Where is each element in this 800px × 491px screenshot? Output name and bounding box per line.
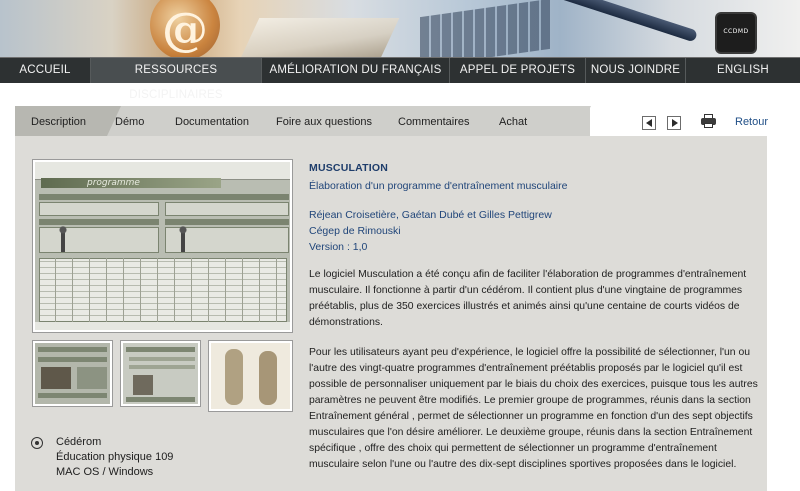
at-symbol-image: @ <box>162 2 208 56</box>
thumbnail-1[interactable] <box>33 341 112 406</box>
athlete-figure-image <box>175 226 191 252</box>
arrow-left-icon <box>646 119 652 127</box>
logo-text: CCDMD <box>723 28 749 35</box>
next-button[interactable] <box>667 116 681 130</box>
tab-faq[interactable]: Foire aux questions <box>276 116 372 128</box>
athlete-figure-image <box>55 226 71 252</box>
description-paragraph-2: Pour les utilisateurs ayant peu d'expérience, le logiciel offre la possibilité de sélectionner, l'un ou l'autre des vingt-quatre programmes d'entraînement préétablis proposés par le logiciel qu'il est possible de personnaliser uniquement par le biais du choix des exercices, puisque tous les autres paramètres ne peuvent être modifiés. Le premier groupe de programmes, réunis dans la section Entraînement général , permet de sélectionner un programme en fonction d'un des sept objectifs musculaires que l'on désire améliorer. Le deuxième groupe, réunis dans la section Entraînement spécifique , offre des choix qui permettent de sélectionner un programme d'entraînement musculaire selon l'une ou l'autre des dix-sept disciplines sportives proposées dans le logiciel. <box>309 347 758 470</box>
product-title: MUSCULATION <box>309 162 388 174</box>
nav-item-accueil[interactable]: ACCUEIL <box>0 58 91 83</box>
nav-item-nous-joindre[interactable]: NOUS JOINDRE <box>586 58 686 83</box>
platform-text: MAC OS / Windows <box>56 466 154 478</box>
nav-item-amelioration[interactable]: AMÉLIORATION DU FRANÇAIS <box>262 58 450 83</box>
course-text: Éducation physique 109 <box>56 451 174 463</box>
main-nav <box>0 57 800 101</box>
open-book-image <box>241 18 400 57</box>
product-authors: Réjean Croisetière, Gaétan Dubé et Gilles Pettigrew <box>309 209 552 221</box>
arrow-right-icon <box>672 119 678 127</box>
nav-item-appel-projets[interactable]: APPEL DE PROJETS <box>450 58 586 83</box>
screenshot-heading: programme <box>87 178 140 188</box>
tab-description[interactable]: Description <box>15 106 107 136</box>
tab-achat[interactable]: Achat <box>499 116 528 128</box>
thumbnail-3[interactable] <box>209 341 292 411</box>
nav-item-ressources[interactable]: RESSOURCES DISCIPLINAIRES <box>91 58 262 83</box>
tab-bar-edge <box>575 106 591 136</box>
print-icon[interactable] <box>701 114 716 128</box>
product-subtitle: Élaboration d'un programme d'entraînement musculaire <box>309 180 568 192</box>
thumbnail-2[interactable] <box>121 341 200 406</box>
tab-commentaires[interactable]: Commentaires <box>398 116 470 128</box>
product-version: Version : 1,0 <box>309 241 368 253</box>
pen-image <box>542 0 698 42</box>
header-banner <box>0 0 800 57</box>
product-institution: Cégep de Rimouski <box>309 225 401 237</box>
product-screenshot[interactable] <box>33 160 292 332</box>
tab-documentation[interactable]: Documentation <box>175 116 249 128</box>
description-paragraph-1: Le logiciel Musculation a été conçu afin de faciliter l'élaboration de programmes d'entraînement musculaire. Il fonctionne à partir d'un cédérom. Il contient plus d'une vingtaine de programmes préétablis, plus de 350 exercices illustrés et animés ainsi qu'une centaine de courts vidéos de démonstrations. <box>309 269 747 328</box>
nav-item-english[interactable]: ENGLISH <box>717 64 769 76</box>
tab-demo[interactable]: Démo <box>115 116 145 128</box>
previous-button[interactable] <box>642 116 656 130</box>
keyboard-image <box>420 0 550 57</box>
ccdmd-logo[interactable] <box>717 14 755 52</box>
format-text: Cédérom <box>56 436 102 448</box>
retour-link[interactable]: Retour <box>735 116 769 128</box>
cd-icon <box>31 437 43 449</box>
